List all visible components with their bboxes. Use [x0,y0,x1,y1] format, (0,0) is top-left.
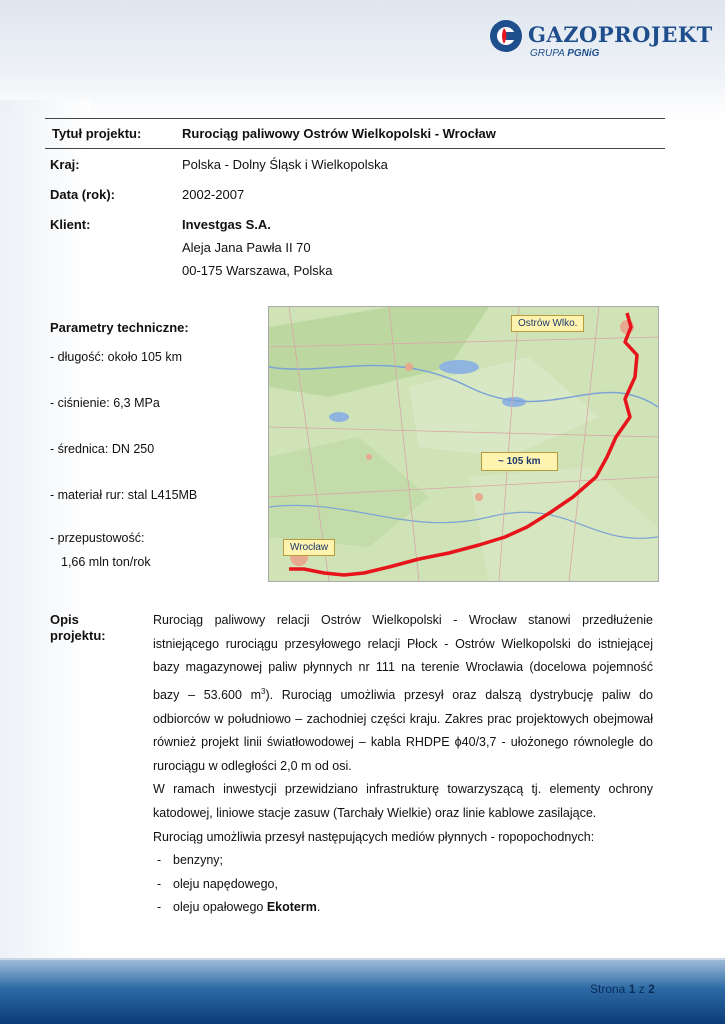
date-label: Data (rok): [50,187,116,202]
country-label: Kraj: [50,157,80,172]
map-label-start: Ostrów Wlko. [511,315,584,332]
param-pressure: - ciśnienie: 6,3 MPa [50,396,160,410]
client-label: Klient: [50,217,91,232]
list-item: - oleju napędowego, [157,876,278,891]
date-value: 2002-2007 [182,187,245,202]
description-paragraph-1: Rurociąg paliwowy relacji Ostrów Wielkopolski - Wrocław stanowi przedłużenie istniejącego rurociągu przesyłowego relacji Płock - Ostrów Wielkopolski do istniejącej bazy magazynowej paliw płynnych nr 111 na terenie Wrocławia (docelowa pojemność bazy – 53.600 $m^3$). Rurociąg umożliwia przesył oraz dalszą dystrybucję paliw do odbiorców w południowo – zachodniej części kraju. Zakres prac projektowych obejmował również projekt linii światłowodowej – kabla RHDPE ϕ40/3,7 - ułożonego równolegle do rurociągu w odległości 2,0 m od osi. [153,613,653,773]
title-value: Rurociąg paliwowy Ostrów Wielkopolski - Wrocław [182,126,496,141]
param-material: - materiał rur: stal L415MB [50,488,198,502]
title-label: Tytuł projektu: [52,126,142,141]
map-label-end: Wrocław [283,539,335,556]
title-rule-top [45,118,665,119]
param-throughput-label: - przepustowość: [50,531,145,545]
logo-subtitle: GRUPA PGNiG [530,48,600,59]
pipeline-route-map [268,306,659,582]
map-label-distance: ~ 105 km [481,452,558,471]
list-item: - benzyny; [157,853,224,868]
param-length: - długość: około 105 km [50,350,183,364]
param-diameter: - średnica: DN 250 [50,442,155,456]
param-throughput-value: 1,66 mln ton/rok [61,555,151,569]
title-rule-bottom [45,148,665,149]
country-value: Polska - Dolny Śląsk i Wielkopolska [182,157,388,172]
client-name: Investgas S.A. [182,217,271,232]
description-paragraph-2: W ramach inwestycji przewidziano infrastrukturę towarzyszącą tj. elementy ochrony katodowej, liniowe stacje zasuw (Tarchały Wielkie) oraz linie kablowe zasilające. [153,782,653,820]
params-heading: Parametry techniczne: [50,320,189,335]
page-number: Strona 1 z 2 [590,982,655,996]
client-address-line1: Aleja Jana Pawła II 70 [182,240,311,255]
project-description [153,609,653,920]
client-address-line2: 00-175 Warszawa, Polska [182,263,333,278]
description-paragraph-3: Rurociąg umożliwia przesył następujących mediów płynnych - ropopochodnych: [153,829,595,844]
company-logo [488,16,713,64]
logo-name: GAZOPROJEKT [528,22,713,47]
description-label-line2: projektu: [50,628,106,643]
media-list [153,849,653,920]
gazoprojekt-logo-icon [488,18,524,54]
description-label-line1: Opis [50,612,79,627]
list-item: - oleju opałowego Ekoterm. [157,900,321,915]
